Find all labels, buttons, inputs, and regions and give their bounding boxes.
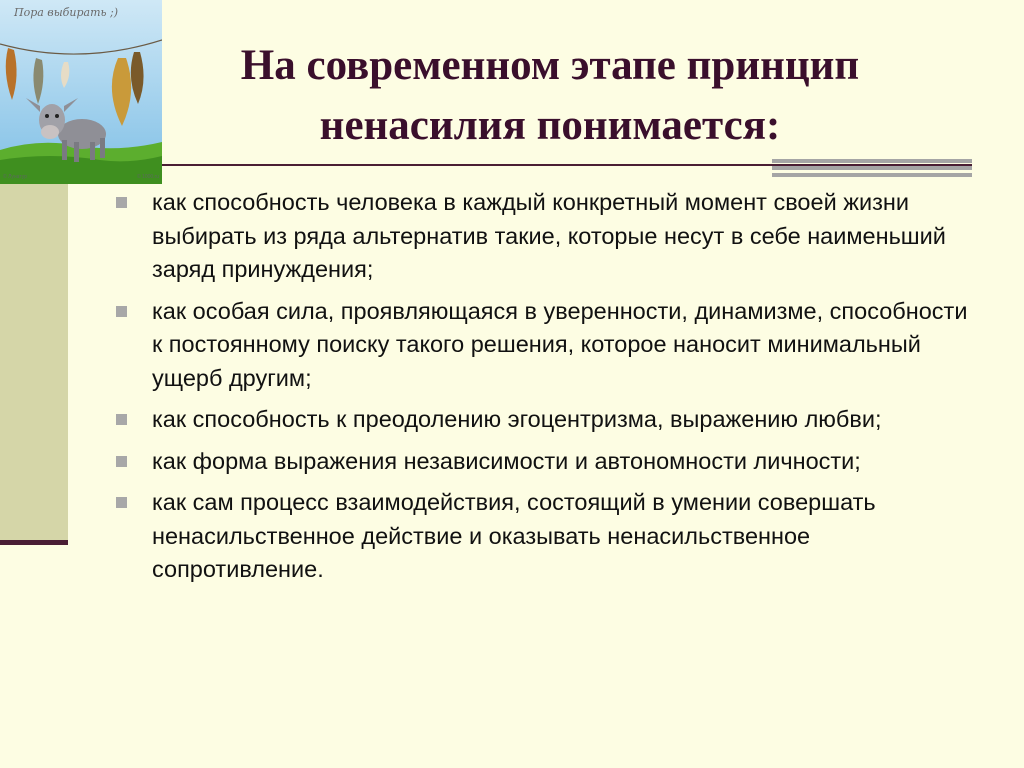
bullet-square-icon: [116, 306, 127, 317]
list-item-text: как способность человека в каждый конкретный момент своей жизни выбирать из ряда альтернатив такие, которые несут в себе наименьший заряд принуждения;: [152, 189, 946, 282]
list-item: [110, 295, 980, 396]
title-rule-dark: [162, 164, 972, 166]
bullet-list: [110, 186, 980, 595]
list-item-text: как сам процесс взаимодействия, состоящий в умении совершать ненасильственное действие и оказывать ненасильственное сопротивление.: [152, 489, 876, 582]
bullet-square-icon: [116, 414, 127, 425]
list-item: [110, 486, 980, 587]
slide-title: [164, 36, 936, 156]
sidebar-divider: [0, 540, 68, 545]
list-item-text: как способность к преодолению эгоцентризма, выражению любви;: [152, 406, 882, 432]
illustration-credit-left: © Лунатур: [3, 174, 27, 180]
illustration-credit-right: © 1000.ru: [136, 174, 159, 180]
list-item: [110, 445, 980, 479]
title-rule-gray: [772, 159, 972, 177]
donkey-illustration: [0, 0, 162, 184]
list-item: [110, 403, 980, 437]
title-line-2: ненасилия понимается:: [319, 102, 781, 149]
bullet-square-icon: [116, 456, 127, 467]
bullet-square-icon: [116, 197, 127, 208]
bullet-square-icon: [116, 497, 127, 508]
donkey-picture: [0, 0, 162, 184]
illustration-credit: [3, 174, 159, 180]
title-line-1: На современном этапе принцип: [240, 42, 860, 89]
list-item-text: как особая сила, проявляющаяся в уверенности, динамизме, способности к постоянному поиску такого решения, которое наносит минимальный ущерб другим;: [152, 297, 968, 391]
list-item: [110, 186, 980, 287]
list-item-text: как форма выражения независимости и автономности личности;: [152, 447, 861, 474]
sidebar-decoration: [0, 184, 68, 540]
illustration-caption: Пора выбирать ;): [14, 6, 118, 19]
